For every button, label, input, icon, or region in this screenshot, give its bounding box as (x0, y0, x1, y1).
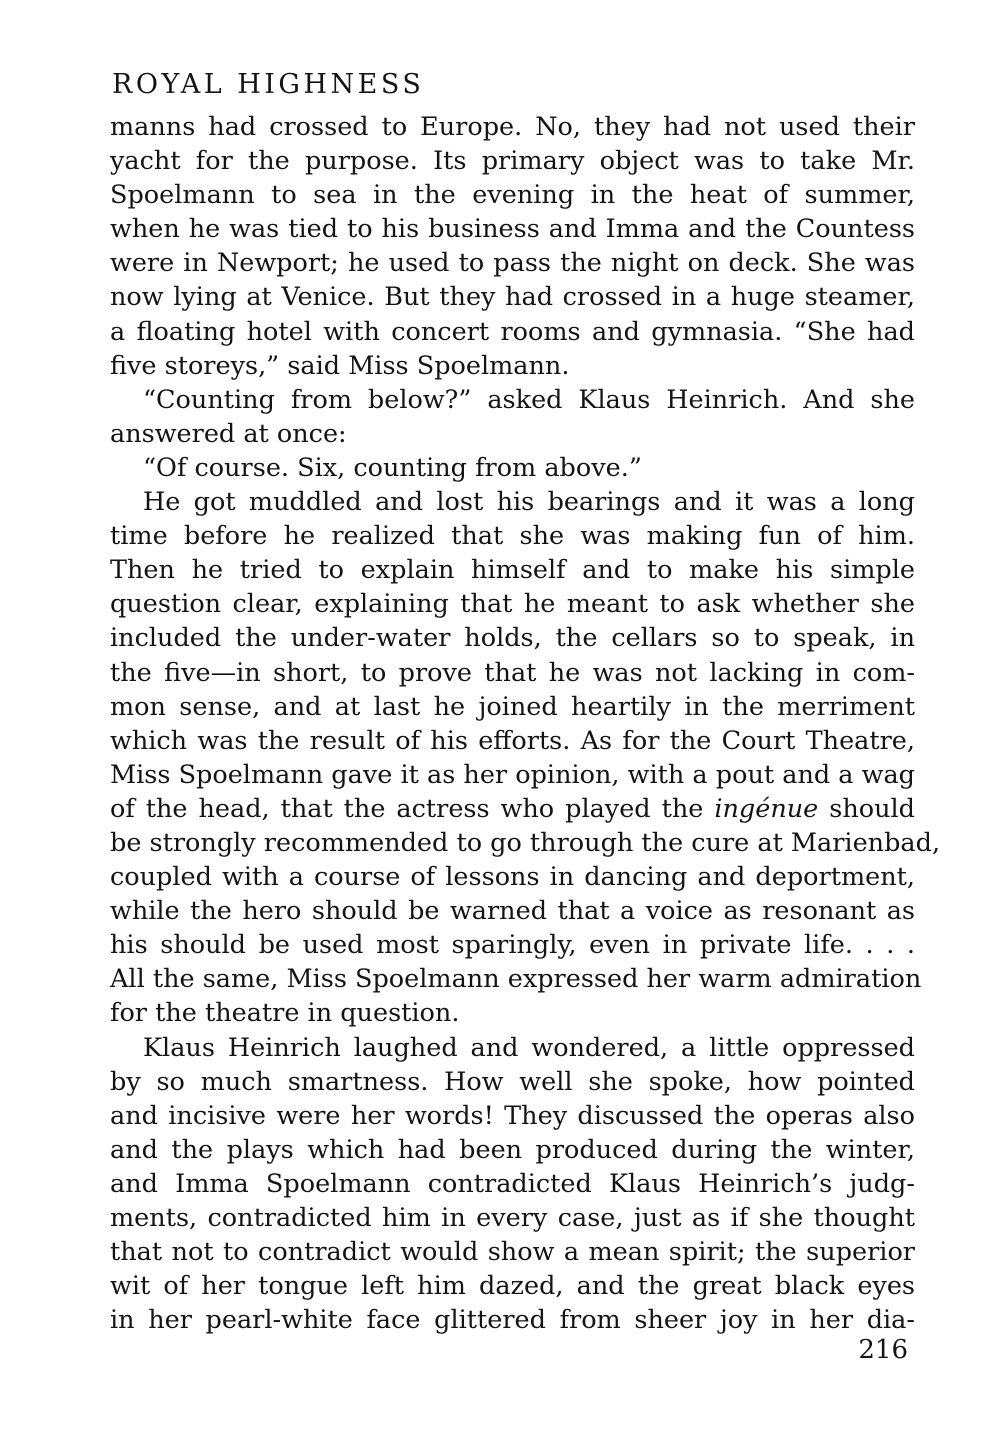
text-line: Spoelmann to sea in the evening in the heat of summer, (110, 180, 915, 211)
text-line: ments, contradicted him in every case, just as if she thought (110, 1203, 915, 1233)
text-line: while the hero should be warned that a voice as resonant as (110, 896, 915, 927)
text-line: All the same, Miss Spoelmann expressed her warm admiration (110, 964, 922, 995)
text-line: the five—in short, to prove that he was not lacking in com- (110, 657, 915, 688)
italic-word: ingénue (714, 793, 819, 824)
text-line: yacht for the purpose. Its primary object was to take Mr. (110, 146, 915, 177)
paragraph-1 (110, 110, 915, 383)
text-line: wit of her tongue left him dazed, and the great black eyes (110, 1271, 915, 1302)
text-line: Miss Spoelmann gave it as her opinion, with a pout and a wag (110, 759, 915, 790)
text-line: that not to contradict would show a mean spirit; the superior (110, 1237, 915, 1268)
paragraph-3 (110, 451, 915, 485)
text-fragment: of the head, that the actress who played the (110, 793, 704, 824)
paragraph-2 (110, 383, 915, 451)
text-line: He got muddled and lost his bearings and it was a long (143, 487, 915, 518)
text-line-with-italic (110, 792, 915, 826)
text-line: when he was tied to his business and Imma and the Countess (110, 214, 915, 245)
text-line: and the plays which had been produced during the winter, (110, 1134, 915, 1165)
running-head: ROYAL HIGHNESS (112, 69, 425, 100)
text-line: coupled with a course of lessons in dancing and deportment, (110, 862, 915, 893)
text-line: by so much smartness. How well she spoke, how pointed (110, 1066, 915, 1097)
text-line: included the under-water holds, the cellars so to speak, in (110, 623, 915, 654)
text-line: “Of course. Six, counting from above.” (143, 452, 642, 483)
paragraph-4 (110, 485, 941, 1031)
text-line: question clear, explaining that he meant to ask whether she (110, 589, 915, 620)
text-line: five storeys,” said Miss Spoelmann. (110, 350, 570, 381)
text-line: which was the result of his efforts. As for the Court Theatre, (110, 725, 915, 756)
text-line: be strongly recommended to go through the cure at Marienbad, (110, 827, 941, 858)
text-line: mon sense, and at last he joined heartily in the merriment (110, 691, 915, 722)
text-line: and Imma Spoelmann contradicted Klaus Heinrich’s judg- (110, 1168, 915, 1199)
text-line: and incisive were her words! They discussed the operas also (110, 1100, 915, 1131)
text-line: “Counting from below?” asked Klaus Heinrich. And she (143, 384, 915, 415)
text-line: in her pearl-white face glittered from sheer joy in her dia- (110, 1305, 915, 1336)
text-line: Klaus Heinrich laughed and wondered, a little oppressed (143, 1032, 915, 1063)
page-number: 216 (858, 1335, 908, 1365)
text-line: a floating hotel with concert rooms and gymnasia. “She had (110, 316, 915, 347)
text-line: were in Newport; he used to pass the night on deck. She was (110, 248, 915, 279)
text-line: Then he tried to explain himself and to make his simple (110, 555, 915, 586)
body-text (110, 110, 941, 1337)
text-line: time before he realized that she was making fun of him. (110, 521, 915, 552)
text-fragment: should (829, 793, 915, 824)
text-line: manns had crossed to Europe. No, they had not used their (110, 112, 915, 142)
text-line: now lying at Venice. But they had crossed in a huge steamer, (110, 282, 915, 313)
text-line: answered at once: (110, 418, 347, 449)
text-line: his should be used most sparingly, even in private life. . . . (110, 930, 915, 961)
paragraph-5 (110, 1031, 915, 1338)
text-line: for the theatre in question. (110, 998, 460, 1029)
